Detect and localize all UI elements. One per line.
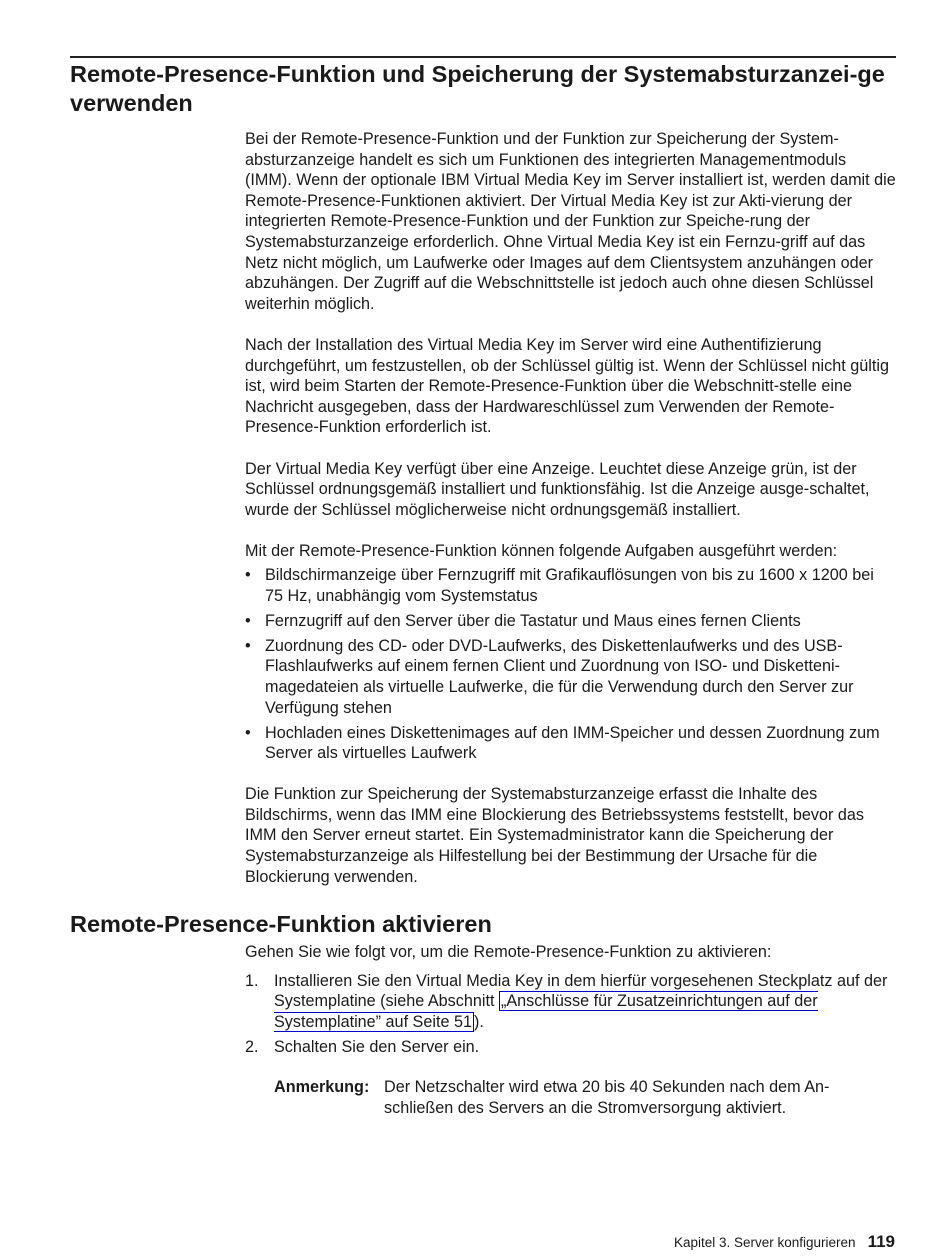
- list-intro: Mit der Remote-Presence-Funktion können folgende Aufgaben ausgeführt werden:: [245, 541, 838, 560]
- list-item-text: Hochladen eines Diskettenimages auf den IMM-Speicher und dessen Zuordnung zum Server als virtuelles Laufwerk: [265, 723, 880, 763]
- paragraph-indicator: Der Virtual Media Key verfügt über eine Anzeige. Leuchtet diese Anzeige grün, ist der Schlüssel ordnungsgemäß installiert und funktionsfähig. Ist die Anzeige ausge-schaltet, wurde der Schlüssel möglicherweise nicht ordnungsgemäß installiert.: [245, 459, 870, 519]
- page-number: 119: [867, 1232, 895, 1251]
- step-item: [245, 971, 896, 1033]
- section-title-remote-presence-usage: Remote-Presence-Funktion und Speicherung der Systemabsturzanzei-ge verwenden: [70, 61, 885, 116]
- step-number: 1.: [245, 971, 259, 990]
- step-number: 2.: [245, 1037, 259, 1056]
- section-body-activate-remote-presence: [245, 942, 896, 1062]
- step-text: Installieren Sie den Virtual Media Key in dem hierfür vorgesehenen Steckplatz auf der Systemplatine (siehe Abschnitt: [274, 971, 888, 1011]
- chapter-title: Kapitel 3. Server konfigurieren: [673, 1235, 856, 1250]
- header-rule: [70, 56, 896, 58]
- step-text-end: ).: [473, 1012, 484, 1031]
- bullet-icon: •: [245, 611, 251, 630]
- step-text: Schalten Sie den Server ein.: [274, 1037, 480, 1056]
- paragraph-intro: Bei der Remote-Presence-Funktion und der Funktion zur Speicherung der System-absturzanzeige handelt es sich um Funktionen des integrierten Managementmoduls (IMM). Wenn der optionale IBM Virtual Media Key im Server installiert ist, werden damit die Remote-Presence-Funktionen aktiviert. Der Virtual Media Key ist zur Akti-vierung der integrierten Remote-Presence-Funktion und der Funktion zur Speiche-rung der Systemabsturzanzeige erforderlich. Ohne Virtual Media Key ist ein Fernzu-griff auf das Netz nicht möglich, um Laufwerke oder Images auf dem Clientsystem anzuhängen oder abzuhängen. Der Zugriff auf die Webschnittstelle ist jedoch auch ohne diesen Schlüssel weiterhin möglich.: [245, 130, 896, 313]
- list-item-text: Zuordnung des CD- oder DVD-Laufwerks, des Diskettenlaufwerks und des USB-Flashlaufwerks auf einem fernen Client und Zuordnung von ISO- und Disketteni-magedateien als virtuelle Laufwerke, die für die Verwendung durch den Server zur Verfügung stehen: [265, 636, 854, 717]
- steps-list: [245, 971, 896, 1058]
- section-title-activate-remote-presence: Remote-Presence-Funktion aktivieren: [70, 911, 492, 937]
- bullet-icon: •: [245, 566, 251, 585]
- note-label: Anmerkung:: [274, 1078, 370, 1096]
- list-item-text: Fernzugriff auf den Server über die Tastatur und Maus eines fernen Clients: [265, 611, 801, 630]
- step-item: [245, 1037, 896, 1058]
- list-item: [245, 565, 896, 606]
- steps-intro: Gehen Sie wie folgt vor, um die Remote-Presence-Funktion zu aktivieren:: [245, 943, 772, 961]
- note-block: [274, 1077, 896, 1118]
- bullet-icon: •: [245, 636, 251, 655]
- list-item: [245, 611, 896, 632]
- page-footer: [674, 1231, 895, 1254]
- list-item: [245, 723, 896, 764]
- section-body-remote-presence-usage: [245, 129, 896, 908]
- bullet-icon: •: [245, 723, 251, 742]
- cross-reference-link[interactable]: „Anschlüsse für Zusatzeinrichtungen auf der Systemplatine” auf Seite 51: [274, 992, 818, 1031]
- feature-list: [245, 565, 896, 763]
- paragraph-crash-capture: Die Funktion zur Speicherung der Systemabsturzanzeige erfasst die Inhalte des Bildschirms, wenn das IMM eine Blockierung des Betriebssystems feststellt, bevor das IMM den Server erneut startet. Ein Systemadministrator kann die Speicherung der Systemabsturzanzeige als Hilfestellung bei der Bestimmung der Ursache für die Blockierung verwenden.: [245, 785, 864, 886]
- note-text: Der Netzschalter wird etwa 20 bis 40 Sekunden nach dem An-schließen des Servers an die Stromversorgung aktiviert.: [384, 1078, 830, 1117]
- list-item: [245, 636, 896, 718]
- list-item-text: Bildschirmanzeige über Fernzugriff mit Grafikauflösungen von bis zu 1600 x 1200 bei 75 Hz, unabhängig vom Systemstatus: [265, 566, 874, 606]
- paragraph-authentication: Nach der Installation des Virtual Media Key im Server wird eine Authentifizierung durchgeführt, um festzustellen, ob der Schlüssel gültig ist. Wenn der Schlüssel nicht gültig ist, wird beim Starten der Remote-Presence-Funktion über die Webschnitt-stelle eine Nachricht ausgegeben, dass der Hardwareschlüssel zum Verwenden der Remote-Presence-Funktion erforderlich ist.: [245, 335, 889, 437]
